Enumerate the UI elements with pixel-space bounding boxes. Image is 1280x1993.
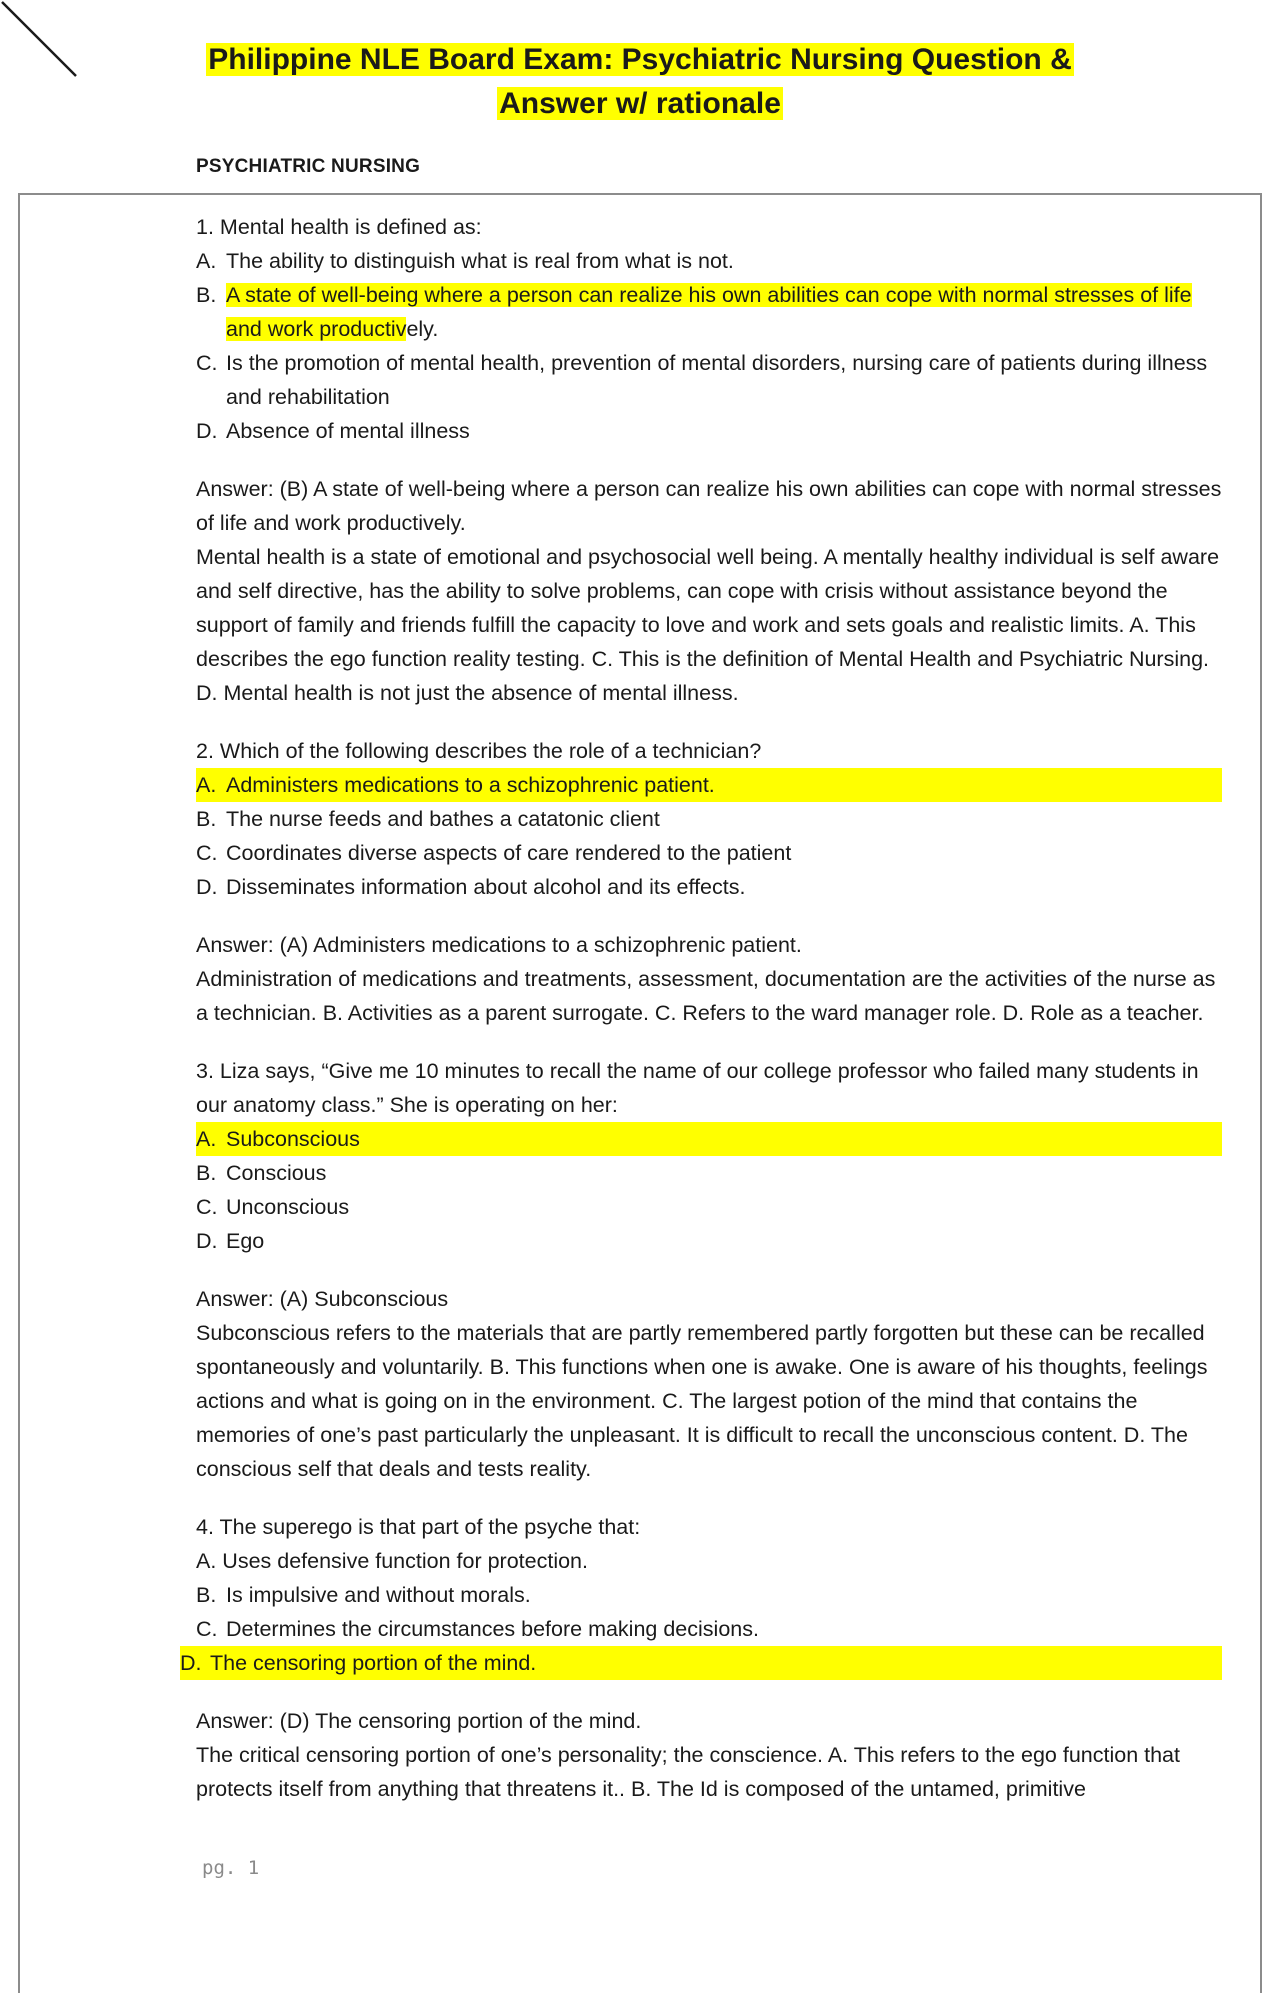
option-a: A. The ability to distinguish what is real from what is not. — [196, 249, 734, 273]
option-a-correct: A. Administers medications to a schizophrenic patient. — [196, 768, 1222, 802]
option-b: B. Is impulsive and without morals. — [196, 1583, 531, 1607]
option-a-correct: A. Subconscious — [196, 1122, 1222, 1156]
answer-2 — [196, 928, 1222, 1030]
document-body — [180, 210, 1222, 1830]
document-title — [0, 38, 1280, 126]
question-text: 4. The superego is that part of the psyche that: — [196, 1515, 641, 1539]
question-3 — [196, 1054, 1222, 1258]
option-c: C. Coordinates diverse aspects of care rendered to the patient — [196, 841, 792, 865]
answer-text: Answer: (A) Subconscious — [196, 1287, 449, 1311]
answer-text: Answer: (D) The censoring portion of the mind. — [196, 1709, 642, 1733]
option-c: C. Determines the circumstances before making decisions. — [196, 1617, 759, 1641]
highlighted-answer: A state of well-being where a person can realize his own abilities can cope with normal stresses of life and work productiv — [226, 283, 1192, 341]
rationale-text: Administration of medications and treatments, assessment, documentation are the activities of the nurse as a technician. B. Activities as a parent surrogate. C. Refers to the ward manager role. D. Role as a teacher. — [196, 967, 1216, 1025]
title-line-2: Answer w/ rationale — [499, 87, 781, 120]
rationale-text: Mental health is a state of emotional and psychosocial well being. A mentally healthy individual is self aware and self directive, has the ability to solve problems, can cope with crisis without assistance beyond the support of family and friends fulfill the capacity to love and work and sets goals and realistic limits. A. This describes the ego function reality testing. C. This is the definition of Mental Health and Psychiatric Nursing. D. Mental health is not just the absence of mental illness. — [196, 545, 1220, 705]
question-text: 3. Liza says, “Give me 10 minutes to recall the name of our college professor who failed many students in our anatomy class.” She is operating on her: — [196, 1059, 1199, 1117]
option-b: B. The nurse feeds and bathes a catatonic client — [196, 807, 660, 831]
rationale-text: The critical censoring portion of one’s personality; the conscience. A. This refers to the ego function that protects itself from anything that threatens it.. B. The Id is composed of the untamed, primitive — [196, 1743, 1180, 1801]
page-number: pg. 1 — [202, 1857, 260, 1879]
title-line-1: Philippine NLE Board Exam: Psychiatric Nursing Question & — [208, 43, 1072, 76]
question-text: 1. Mental health is defined as: — [196, 215, 482, 239]
option-d-correct: D. The censoring portion of the mind. — [180, 1646, 1222, 1680]
option-c: C. Is the promotion of mental health, prevention of mental disorders, nursing care of patients during illness and rehabilitation — [196, 351, 1208, 409]
section-heading: PSYCHIATRIC NURSING — [196, 156, 421, 177]
question-2 — [196, 734, 1222, 904]
option-c: C. Unconscious — [196, 1195, 350, 1219]
option-d: D. Disseminates information about alcohol and its effects. — [196, 875, 746, 899]
rationale-text: Subconscious refers to the materials that are partly remembered partly forgotten but these can be recalled spontaneously and voluntarily. B. This functions when one is awake. One is aware of his thoughts, feelings actions and what is going on in the environment. C. The largest potion of the mind that contains the memories of one’s past particularly the unpleasant. It is difficult to recall the unconscious content. D. The conscious self that deals and tests reality. — [196, 1321, 1208, 1481]
answer-1 — [196, 472, 1222, 710]
answer-text: Answer: (A) Administers medications to a schizophrenic patient. — [196, 933, 802, 957]
question-text: 2. Which of the following describes the role of a technician? — [196, 739, 762, 763]
option-a: A. Uses defensive function for protection. — [196, 1549, 588, 1573]
option-b-correct: B. A state of well-being where a person can realize his own abilities can cope with normal stresses of life and work productively. — [196, 283, 1192, 341]
question-4 — [180, 1510, 1222, 1680]
question-1 — [196, 210, 1222, 448]
option-b: B. Conscious — [196, 1161, 327, 1185]
option-d: D. Absence of mental illness — [196, 419, 470, 443]
option-d: D. Ego — [196, 1229, 265, 1253]
answer-4 — [196, 1704, 1222, 1806]
answer-text: Answer: (B) A state of well-being where a person can realize his own abilities can cope with normal stresses of life and work productively. — [196, 477, 1222, 535]
answer-3 — [196, 1282, 1222, 1486]
